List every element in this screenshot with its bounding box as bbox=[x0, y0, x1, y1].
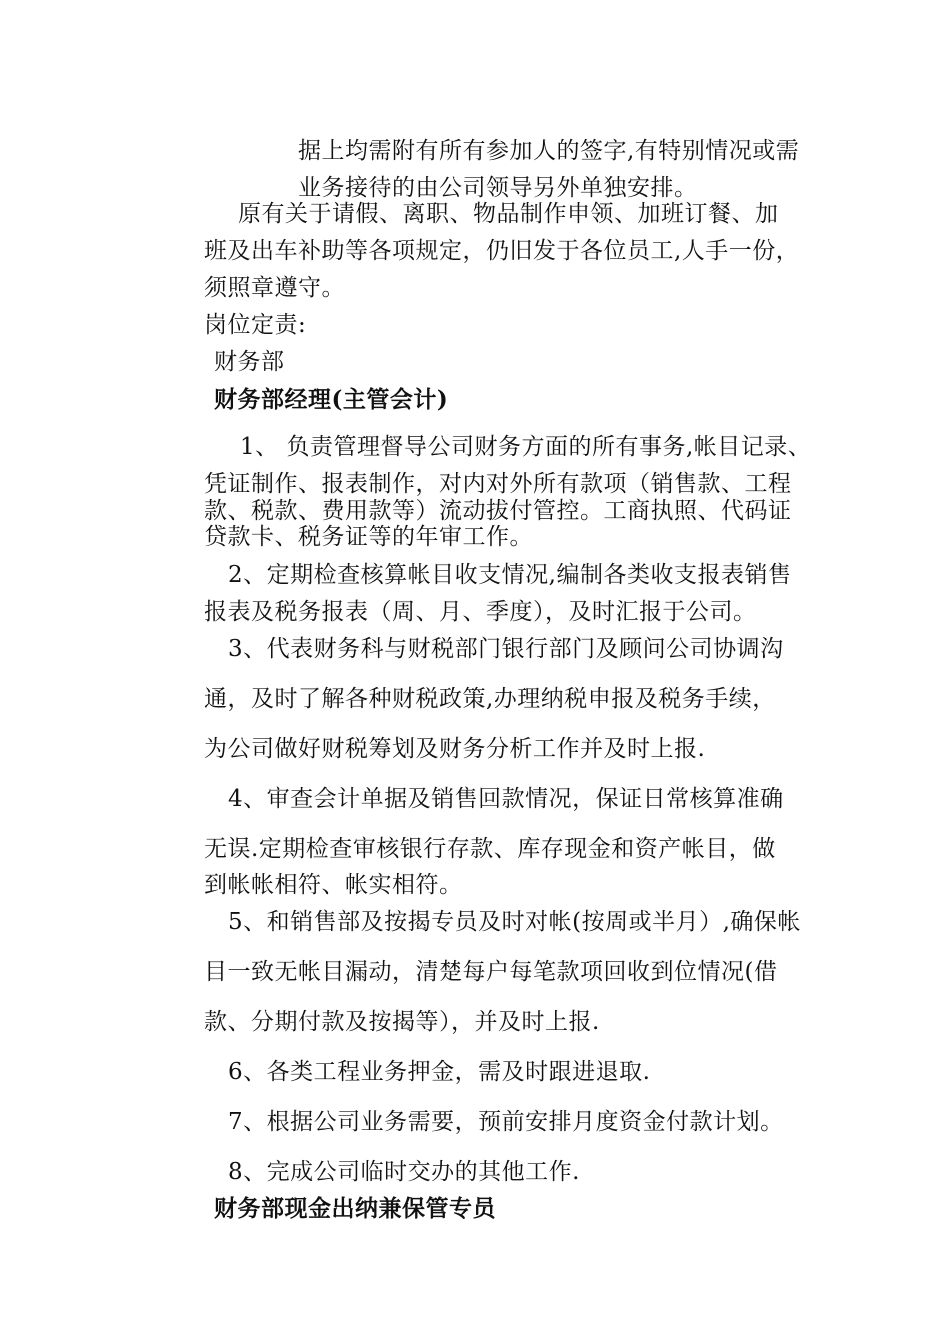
duty-line: 贷款卡、税务证等的年审工作。 bbox=[204, 524, 533, 550]
duty-line: 7、根据公司业务需要，预前安排月度资金付款计划。 bbox=[228, 1109, 784, 1135]
intro-line: 原有关于请假、离职、物品制作申领、加班订餐、加 bbox=[238, 201, 779, 227]
duty-line: 1、 负责管理督导公司财务方面的所有事务,帐目记录、 bbox=[240, 434, 812, 460]
duty-line: 为公司做好财税筹划及财务分析工作并及时上报. bbox=[204, 736, 706, 762]
duty-line: 4、审查会计单据及销售回款情况，保证日常核算准确 bbox=[228, 786, 784, 812]
intro-line: 业务接待的由公司领导另外单独安排。 bbox=[298, 175, 698, 201]
department-name: 财务部 bbox=[214, 349, 285, 375]
duty-line: 2、定期检查核算帐目收支情况,编制各类收支报表销售 bbox=[228, 562, 792, 588]
duty-line: 3、代表财务科与财税部门银行部门及顾问公司协调沟 bbox=[228, 636, 784, 662]
intro-line: 须照章遵守。 bbox=[204, 275, 345, 301]
intro-line: 班及出车补助等各项规定，仍旧发于各位员工,人手一份， bbox=[204, 238, 800, 264]
role-heading-cashier: 财务部现金出纳兼保管专员 bbox=[214, 1195, 496, 1222]
duty-line: 到帐帐相符、帐实相符。 bbox=[204, 872, 463, 898]
duty-line: 目一致无帐目漏动，清楚每户每笔款项回收到位情况(借 bbox=[204, 959, 778, 985]
duty-line: 款、分期付款及按揭等），并及时上报. bbox=[204, 1009, 600, 1035]
duty-line: 无误.定期检查审核银行存款、库存现金和资产帐目，做 bbox=[204, 836, 776, 862]
duty-line: 凭证制作、报表制作，对内对外所有款项（销售款、工程 bbox=[204, 471, 792, 497]
duty-line: 6、各类工程业务押金，需及时跟进退取. bbox=[228, 1059, 651, 1085]
duty-line: 报表及税务报表（周、月、季度），及时汇报于公司。 bbox=[204, 599, 757, 625]
duty-line: 5、和销售部及按揭专员及时对帐(按周或半月）,确保帐 bbox=[228, 909, 801, 935]
duty-line: 款、税款、费用款等）流动拔付管控。工商执照、代码证 bbox=[204, 498, 792, 524]
role-heading-manager: 财务部经理(主管会计) bbox=[214, 386, 449, 413]
duty-line: 8、完成公司临时交办的其他工作. bbox=[228, 1159, 580, 1185]
duty-line: 通，及时了解各种财税政策,办理纳税申报及税务手续， bbox=[204, 686, 776, 712]
section-title: 岗位定责: bbox=[204, 312, 307, 338]
intro-line: 据上均需附有所有参加人的签字,有特别情况或需 bbox=[298, 138, 800, 164]
